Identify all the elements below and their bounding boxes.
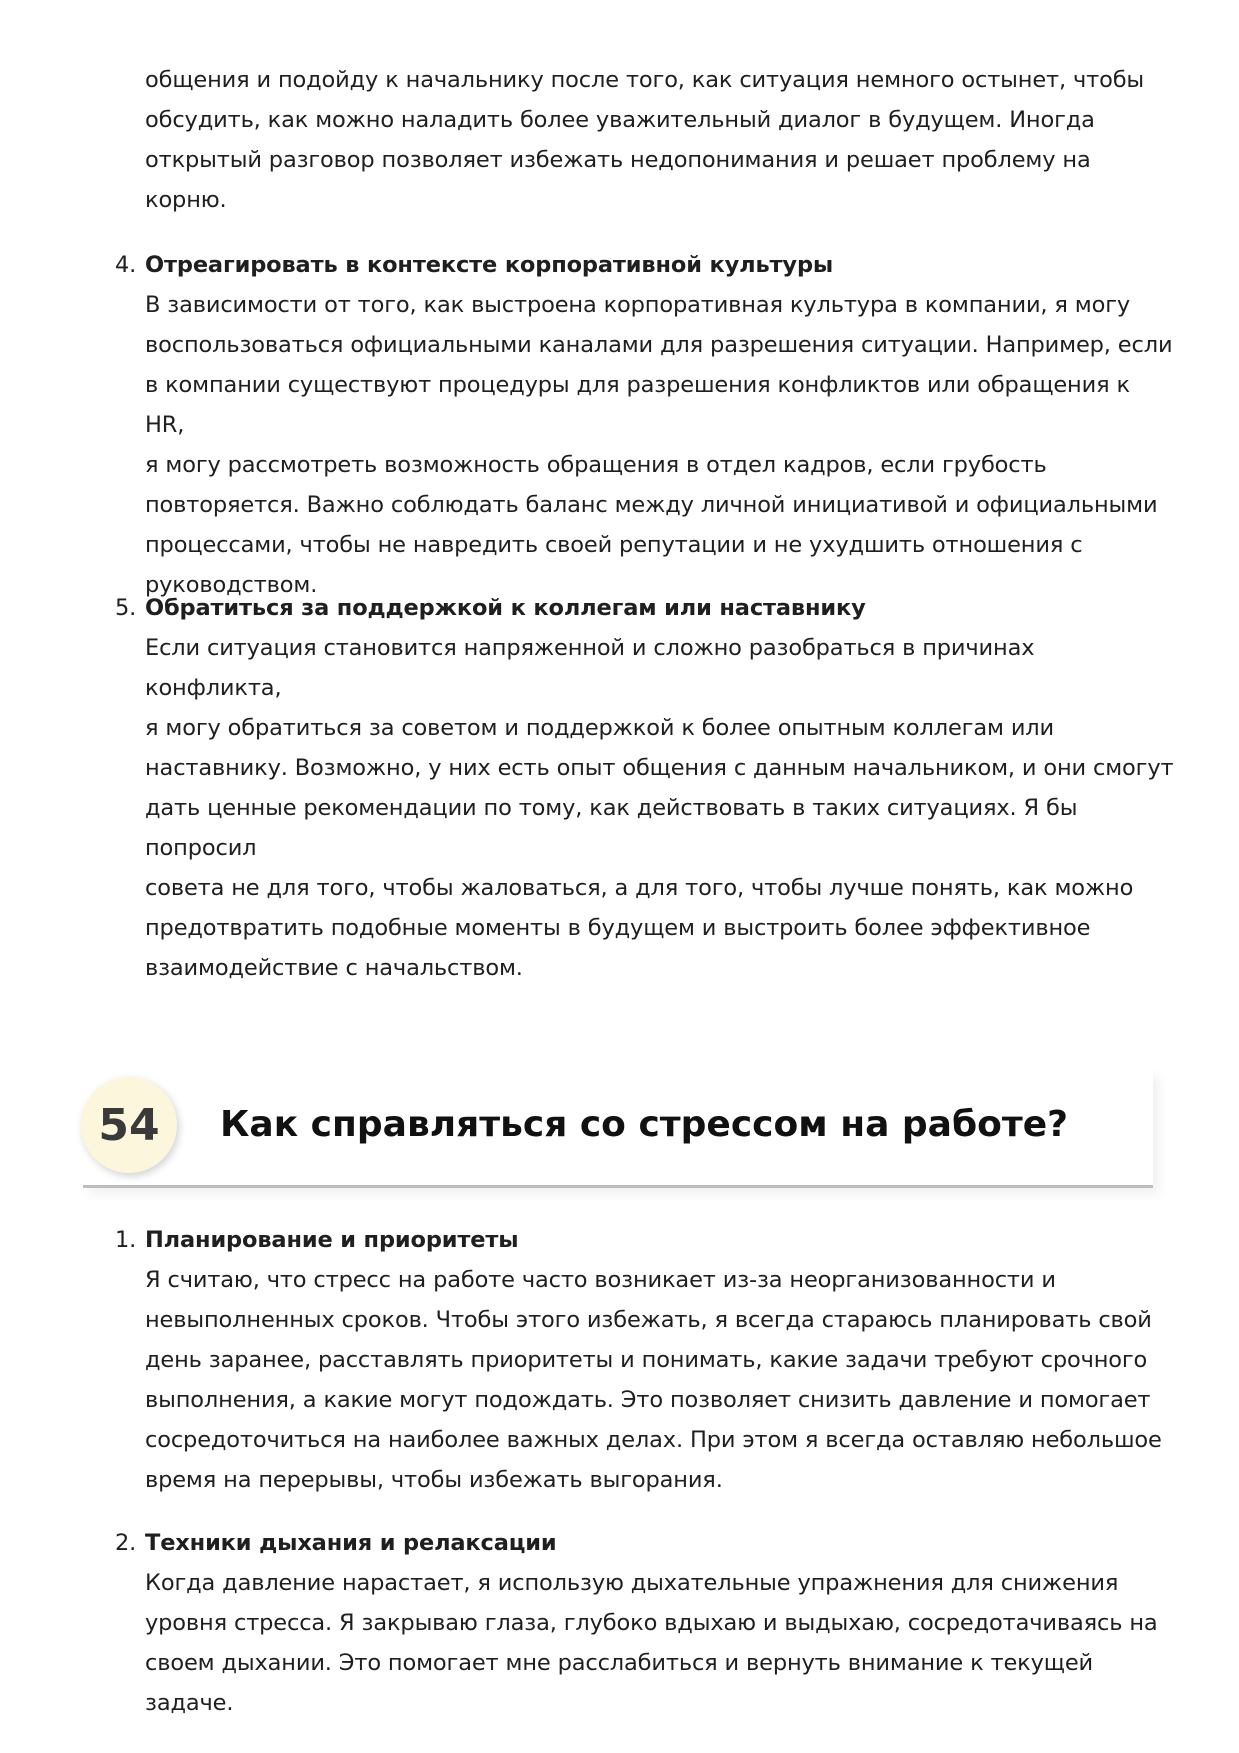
list-item-title: Планирование и приоритеты bbox=[145, 1227, 519, 1253]
list-item bbox=[115, 245, 1175, 605]
text-line: Когда давление нарастает, я использую дыхательные упражнения для снижения bbox=[145, 1570, 1119, 1596]
list-item-title: Обратиться за поддержкой к коллегам или наставнику bbox=[145, 595, 866, 621]
text-line: день заранее, расставлять приоритеты и понимать, какие задачи требуют срочного bbox=[145, 1347, 1148, 1373]
text-line: воспользоваться официальными каналами для разрешения ситуации. Например, если bbox=[145, 332, 1173, 358]
list-item-number: 1. bbox=[115, 1227, 137, 1253]
list-item-body bbox=[145, 1260, 1175, 1500]
text-line: время на перерывы, чтобы избежать выгорания. bbox=[145, 1467, 723, 1493]
text-line: в компании существуют процедуры для разрешения конфликтов или обращения к HR, bbox=[145, 372, 1130, 438]
text-line: сосредоточиться на наиболее важных делах. При этом я всегда оставляю небольшое bbox=[145, 1427, 1162, 1453]
text-line: дать ценные рекомендации по тому, как действовать в таких ситуациях. Я бы попросил bbox=[145, 795, 1078, 861]
text-line: я могу обратиться за советом и поддержкой к более опытным коллегам или bbox=[145, 715, 1054, 741]
list-item-body bbox=[145, 285, 1175, 605]
text-line: руководством. bbox=[145, 572, 318, 598]
list-item-title: Техники дыхания и релаксации bbox=[145, 1530, 557, 1556]
list-item-number: 5. bbox=[115, 595, 137, 621]
section-header bbox=[83, 1070, 1153, 1188]
list-item-number: 4. bbox=[115, 252, 137, 278]
text-line: уровня стресса. Я закрываю глаза, глубоко вдыхаю и выдыхаю, сосредотачиваясь на bbox=[145, 1610, 1158, 1636]
section-title: Как справляться со стрессом на работе? bbox=[220, 1104, 1069, 1145]
section-number-badge: 54 bbox=[81, 1077, 177, 1173]
list-item bbox=[115, 1523, 1175, 1723]
text-line: своем дыхании. Это помогает мне расслабиться и вернуть внимание к текущей задаче. bbox=[145, 1650, 1093, 1716]
list-item-body bbox=[145, 1563, 1175, 1723]
text-line: выполнения, а какие могут подождать. Это позволяет снизить давление и помогает bbox=[145, 1387, 1151, 1413]
list-item-body bbox=[145, 628, 1175, 988]
text-line: В зависимости от того, как выстроена корпоративная культура в компании, я могу bbox=[145, 292, 1131, 318]
text-line: обсудить, как можно наладить более уважительный диалог в будущем. Иногда bbox=[145, 107, 1095, 133]
text-line: Я считаю, что стресс на работе часто возникает из-за неорганизованности и bbox=[145, 1267, 1056, 1293]
text-line: Если ситуация становится напряженной и сложно разобраться в причинах конфликта, bbox=[145, 635, 1035, 701]
text-line: предотвратить подобные моменты в будущем и выстроить более эффективное bbox=[145, 915, 1091, 941]
text-line: корню. bbox=[145, 187, 227, 213]
list-item-number: 2. bbox=[115, 1530, 137, 1556]
text-line: наставнику. Возможно, у них есть опыт общения с данным начальником, и они смогут bbox=[145, 755, 1174, 781]
text-line: открытый разговор позволяет избежать недопонимания и решает проблему на bbox=[145, 147, 1091, 173]
text-line: общения и подойду к начальнику после того, как ситуация немного остынет, чтобы bbox=[145, 67, 1145, 93]
text-line: совета не для того, чтобы жаловаться, а для того, чтобы лучше понять, как можно bbox=[145, 875, 1134, 901]
text-line: невыполненных сроков. Чтобы этого избежать, я всегда стараюсь планировать свой bbox=[145, 1307, 1152, 1333]
list-item-title: Отреагировать в контексте корпоративной культуры bbox=[145, 252, 834, 278]
text-line: повторяется. Важно соблюдать баланс между личной инициативой и официальными bbox=[145, 492, 1158, 518]
continuation-paragraph bbox=[145, 60, 1175, 220]
list-item bbox=[115, 1220, 1175, 1500]
text-line: взаимодействие с начальством. bbox=[145, 955, 523, 981]
list-item bbox=[115, 588, 1175, 988]
text-line: я могу рассмотреть возможность обращения в отдел кадров, если грубость bbox=[145, 452, 1047, 478]
text-line: процессами, чтобы не навредить своей репутации и не ухудшить отношения с bbox=[145, 532, 1083, 558]
